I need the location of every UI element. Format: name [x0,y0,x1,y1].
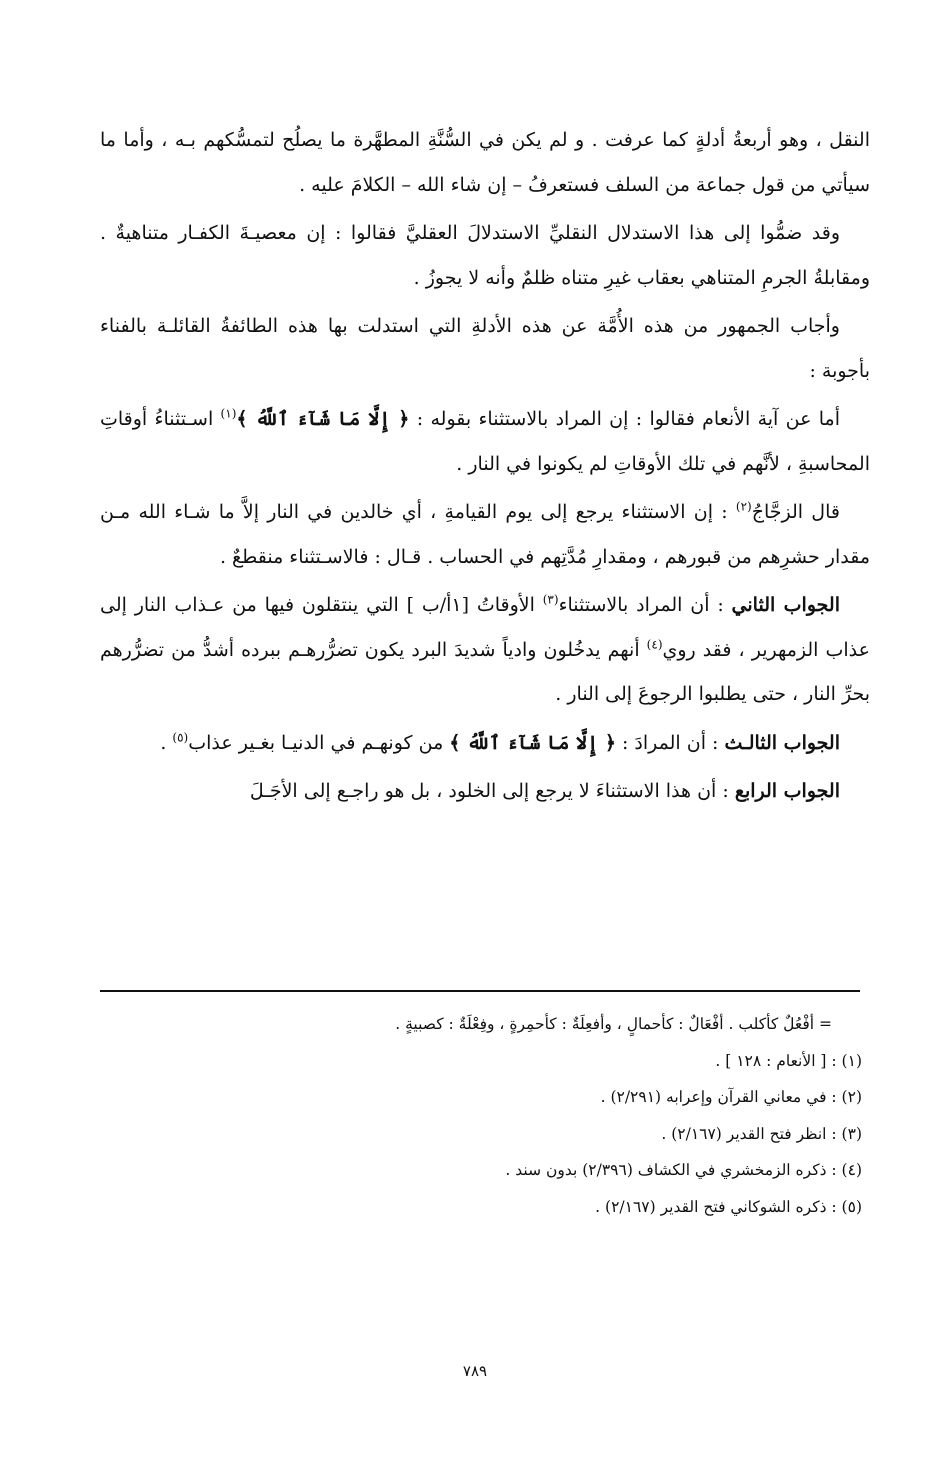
paragraph-1 [100,118,870,207]
paragraph-text: أما عن آية الأنعام فقالوا : إن المراد بالاستثناء بقوله : [409,408,841,430]
paragraph-text: وقد ضمُّوا إلى هذا الاستدلال النقليِّ الاستدلالَ العقليَّ فقالوا : إن معصيـةَ الكفـار متناهيةٌ . ومقابلةُ الجرمِ المتناهي بعقاب غيرِ متناه ظلمٌ وأنه لا يجوزُ . [100,222,870,289]
footnote-ref: (٤) [646,637,663,652]
page-number: ٧٨٩ [462,1362,488,1380]
paragraph-3 [100,304,870,393]
paragraph-text: النقل ، وهو أربعةُ أدلةٍ كما عرفت . و لم يكن في السُّنَّةِ المطهَّرة ما يصلُح لتمسُّكهم بـه ، وأما ما سيأتي من قول جماعة من السلف فستعرفُ – إن شاء الله – الكلامَ عليه . [100,129,870,196]
paragraph-text: من كونهـم في الدنيـا بغـير عذاب [188,731,450,754]
footnote-separator [100,990,860,992]
paragraph-2 [100,211,870,300]
footnote-ref: (٥) [172,730,189,745]
paragraph-text: وأجاب الجمهور من هذه الأُمَّة عن هذه الأدلةِ التي استدلت بها هذه الطائفةُ القائلـة بالفناء بأجوبة : [100,315,870,382]
footnote-item: (٤) : ذكره الزمخشري في الكشاف (٢/٣٩٦) بدون سند . [505,1161,862,1179]
quran-quote: ﴿ إِلَّا مَا شَآءَ ٱللَّهُ ﴾ [449,731,616,754]
footnote-ref: (١) [220,406,237,421]
paragraph-6 [100,583,870,717]
paragraph-text: الأوقاتُ [١أ/ب ] التي ينتقلون فيها من عـذاب النار إلى عذاب الزمهرير ، فقد روي [100,594,870,661]
footnotes [100,1006,862,1225]
paragraph-text: : أن هذا الاستثناءَ لا يرجع إلى الخلود ، بل هو راجـع إلى الأجَـلَ [249,780,735,802]
footnote-item: (٢) : في معاني القرآن وإعرابه (٢/٢٩١) . [600,1088,862,1106]
footnote-continuation: = أفْعُلٌ كأكلب . أفْعَالٌ : كأحمالٍ ، وأفعِلَةٌ : كأحمِرةٍ ، وفِعْلَةٌ : كصبيةٍ . [395,1015,832,1033]
main-text [100,118,870,814]
footnote-item: (١) : [ الأنعام : ١٢٨ ] . [715,1051,862,1070]
paragraph-text: : إن الاستثناء يرجع إلى يوم القيامةِ ، أي خالدين في النار إلاَّ ما شـاء الله مـن مقدار حشرِهم من قبورهم ، ومقدارِ مُدَّتِهم في الحساب . قـال : فالاسـتثناء منقطعٌ . [100,501,870,568]
answer-heading: الجواب الرابع [734,780,840,802]
paragraph-text: اسـتثناءُ أوقاتِ المحاسبةِ ، لأنَّهم في تلك الأوقاتِ لم يكونوا في النار . [100,408,870,475]
answer-heading: الجواب الثالـث [724,731,840,754]
paragraph-text: . [160,731,173,754]
footnote-item: (٣) : انظر فتح القدير (٢/١٦٧) . [661,1124,862,1143]
paragraph-4 [100,397,870,486]
paragraph-7 [100,721,870,766]
answer-heading: الجواب الثاني [731,594,840,616]
footnote-ref: (٢) [735,499,752,514]
paragraph-text: أنهم يدخُلون وادياً شديدَ البرد يكون تضرُّرهـم ببرده أشدُّ من تضرُّرهم بحرِّ النار ، حتى يطلبوا الرجوعَ إلى النار . [100,638,870,705]
footnote-item: (٥) : ذكره الشوكاني فتح القدير (٢/١٦٧) . [595,1197,862,1216]
paragraph-8 [100,769,870,814]
paragraph-text: : أن المرادَ : [615,731,725,754]
paragraph-text: : أن المراد بالاستثناء [558,594,732,616]
footnote-ref: (٣) [542,592,559,607]
quran-quote: ﴿ إِلَّا مَا شَآءَ ٱللَّهُ ﴾ [236,408,410,430]
paragraph-5 [100,490,870,579]
paragraph-text: قال الزجَّاجُ [751,501,840,523]
